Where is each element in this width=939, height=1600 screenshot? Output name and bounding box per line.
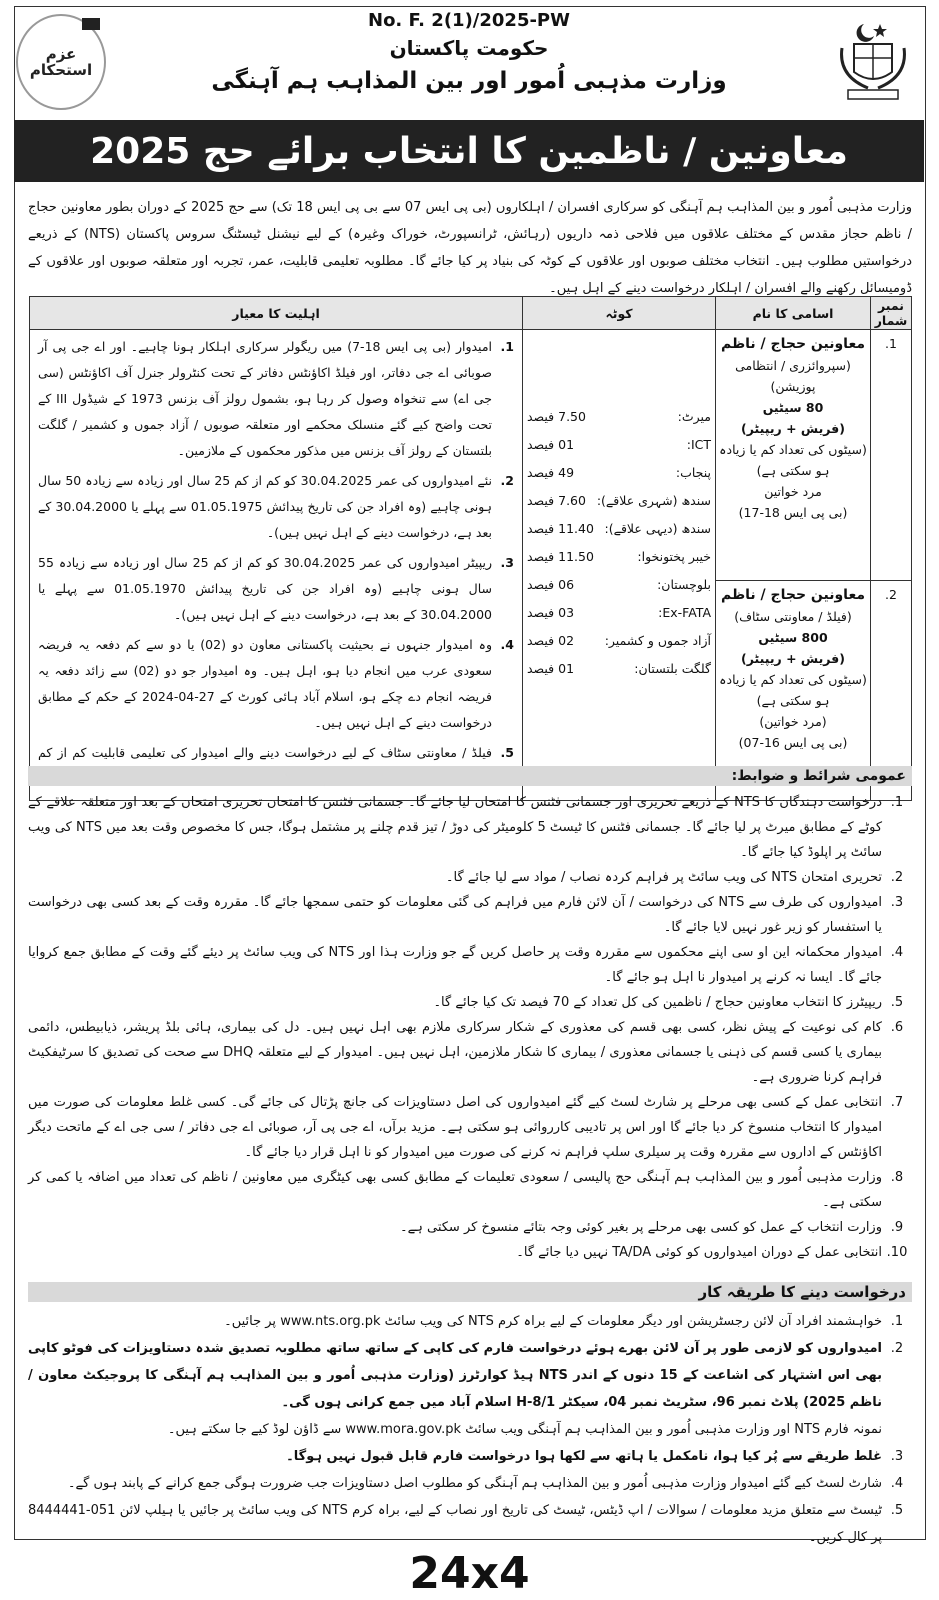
quota-row: گلگت بلتستان: 01 فیصد <box>527 660 711 676</box>
govt-title: حکومت پاکستان <box>389 36 549 60</box>
criteria-item: 1. امیدوار (بی پی ایس 18-7) میں ریگولر سرکاری اہلکار ہونا چاہیے۔ اور اے جی پی آر صوبائی اے جی دفاتر، اور فیلڈ اکاؤنٹس دفاتر کے تحت کنٹرولر جنرل آف اکاؤنٹس (سی جی اے) سے تنخواہ وصول کر رہا ہو، بشمول رولز آف بزنس 1973 کے شیڈول III کے تحت واضح کیے گئے منسلک محکمے اور متعلقہ صوبوں / آزاد جموں و کشمیر / گلگت بلتستان کے رولز آف بزنس میں مذکور محکموں کے ملازمین۔ <box>38 339 514 458</box>
state-emblem-icon <box>834 18 912 104</box>
list-item: 5. ریپیٹرز کا انتخاب معاونین حجاج / ناظمین کی کل تعداد کے 70 فیصد تک کیا جائے گا۔ <box>433 995 904 1010</box>
criteria-item: 3. ریپیٹر امیدواروں کی عمر 30.04.2025 کو کم از کم 25 سال اور زیادہ سے زیادہ 55 سال ہونی چاہیے (وہ افراد جن کی تاریخ پیدائش 01.05.1970 سے پہلے یا 30.04.2000 کے بعد ہے، درخواست دینے کے اہل نہیں ہیں)۔ <box>38 555 514 622</box>
table-header-row <box>30 297 912 330</box>
quota-row: پنجاب: 49 فیصد <box>527 464 711 480</box>
ministry-title: وزارت مذہبی اُمور اور بین المذاہب ہم آہنگی <box>211 68 727 94</box>
post-line: (مرد خواتین) <box>759 714 827 730</box>
post-line: (سپروائزری / انتظامی پوزیشن) <box>735 358 851 394</box>
quota-row: ICT: 01 فیصد <box>527 436 711 452</box>
post-title: معاونین حجاج / ناظم <box>720 587 866 604</box>
criteria-item: 2. نئے امیدواروں کی عمر 30.04.2025 کو کم از کم 25 سال اور زیادہ سے زیادہ 50 سال ہونی چاہیے (وہ افراد جن کی تاریخ پیدائش 01.05.1975 سے پہلے یا 30.04.2000 کے بعد ہے، درخواست دینے کے اہل نہیں ہیں)۔ <box>38 473 514 540</box>
title-banner: معاونین / ناظمین کا انتخاب برائے حج 2025 <box>14 120 924 182</box>
list-item: 8. وزارت مذہبی اُمور و بین المذاہب ہم آہنگی حج پالیسی / سعودی تعلیمات کے مطابق کسی بھی کیٹگری میں معاونین / ناظم کی تعداد میں اضافہ یا کمی کر سکتی ہے۔ <box>28 1170 904 1210</box>
list-item: 1. خواہشمند افراد آن لائن رجسٹریشن اور دیگر معلومات کے لیے براہ کرم NTS کی ویب سائٹ www.nts.org.pk پر جائیں۔ <box>224 1314 904 1329</box>
logo-text-2: استحکام <box>29 61 93 79</box>
criteria-cell <box>30 330 523 801</box>
quota-row: سندھ (شہری علاقے): 7.60 فیصد <box>527 492 711 508</box>
header-criteria: اہلیت کا معیار <box>30 297 523 330</box>
list-item: 7. انتخابی عمل کے کسی بھی مرحلے پر شارٹ لسٹ کیے گئے امیدواروں کی اصل دستاویزات کی جانچ پڑتال کی جائے گی۔ کسی غلط معلومات کی صورت میں امیدوار کا انتخاب منسوخ کر دیا جائے گا اور اس پر تادیبی کارروائی ہو سکتی ہے۔ مزید برآں، اے جی پی آر، صوبائی اے جی دفاتر / سی جی اے کے ماتحت دیگر اکاؤنٹس کے اداروں سے مقررہ وقت پر سیلری سلپ فراہم نہ کرنے کی صورت میں امیدوار کو نا اہل قرار دیا جائے گا۔ <box>28 1095 904 1160</box>
apply-heading: درخواست دینے کا طریقہ کار <box>28 1282 912 1302</box>
post-line: (سیٹوں کی تعداد کم یا زیادہ ہو سکتی ہے) <box>719 672 867 709</box>
post-line: (بی پی ایس 16-07) <box>738 735 848 751</box>
quota-cell <box>523 330 716 801</box>
post-seats: 80 سیٹیں <box>762 400 824 415</box>
header <box>14 6 924 121</box>
reference-number: No. F. 2(1)/2025-PW <box>368 10 570 31</box>
list-item: 6. کام کی نوعیت کے پیش نظر، کسی بھی قسم کی معذوری کے شکار سرکاری ملازم بھی اہل نہیں ہیں۔ دل کی بیماری، ہائی بلڈ پریشر، ذیابیطس، دائمی بیماری یا کسی قسم کی ذہنی یا جسمانی معذوری / بیماری کا شکار ملازمین، اہل نہیں ہیں۔ امیدوار کے لیے متعلقہ DHQ سے صحت کی تصدیق کا سرٹیفکیٹ فراہم کرنا ضروری ہے۔ <box>28 1020 904 1085</box>
quota-row: آزاد جموں و کشمیر: 02 فیصد <box>527 632 711 648</box>
list-item: 1. درخواست دہندگان کا NTS کے ذریعے تحریری اور جسمانی فٹنس کا امتحان لیا جائے گا۔ جسمانی فٹنس کا امتحان تحریری امتحان کے بعد اور متعلقہ علاقے کے کوٹے کے مطابق میرٹ پر لیا جائے گا۔ جسمانی فٹنس کا ٹیسٹ 5 کلومیٹر کی دوڑ / تیز قدم چلنے پر مشتمل ہوگا، جس کا مخصوص وقت بعد میں NTS کی ویب سائٹ پر اپلوڈ کیا جائے گا۔ <box>28 795 904 860</box>
ad-size-label: 24x4 <box>409 1548 530 1599</box>
post-line: (سیٹوں کی تعداد کم یا زیادہ ہو سکتی ہے) <box>719 442 867 478</box>
post-line: (فیلڈ / معاونتی سٹاف) <box>734 609 852 625</box>
list-item: 2. امیدواروں کو لازمی طور پر آن لائن بھرے ہوئے درخواست فارم کی کاپی کے ساتھ ساتھ مطلوبہ تصدیق شدہ دستاویزات کی فوٹو کاپی بھی اس اشتہار کی اشاعت کے 15 دنوں کے اندر NTS ہیڈ کوارٹرز (وزارت مذہبی اُمور و بین المذاہب ہم آہنگی کا پروجیکٹ معاون / ناظم 2025) پلاٹ نمبر 96، سٹریٹ نمبر 04، سیکٹر H-8/1 اسلام آباد میں جمع کرانی ہوں گی۔ <box>28 1341 904 1410</box>
list-item: 5. ٹیسٹ سے متعلق مزید معلومات / سوالات / اپ ڈیٹس، ٹیسٹ کی تاریخ اور نصاب کے لیے، براہ کرم NTS کی ویب سائٹ پر جائیں یا ہیلپ لائن 051-8444441 پر کال کریں۔ <box>28 1503 904 1545</box>
list-item: 9. وزارت انتخاب کے عمل کو کسی بھی مرحلے پر بغیر کوئی وجہ بتائے منسوخ کر سکتی ہے۔ <box>400 1220 904 1235</box>
post-line: (فریش + ریپیٹر) <box>741 421 845 436</box>
terms-list <box>28 790 912 1265</box>
list-item: نمونہ فارم NTS اور وزارت مذہبی اُمور و بین المذاہب ہم آہنگی ویب سائٹ www.mora.gov.pk سے ڈاؤن لوڈ کیے جا سکتے ہیں۔ <box>167 1422 882 1437</box>
post-line: (فریش + ریپیٹر) <box>741 651 845 667</box>
criteria-item: 5. فیلڈ / معاونتی سٹاف کے لیے درخواست دینے والے امیدوار کی تعلیمی قابلیت کم از کم <box>38 745 514 760</box>
posts-table <box>29 296 912 801</box>
intro-paragraph: وزارت مذہبی اُمور و بین المذاہب ہم آہنگی کو سرکاری افسران / اہلکاروں (بی پی ایس 07 سے بی پی ایس 18 تک) سے حج 2025 کے دوران بطور معاونین حجاج / ناظم حجاز مقدس کے مختلف علاقوں میں فلاحی ذمہ داریوں (رہائش، ٹرانسپورٹ، خوراک وغیرہ) کے لیے نیشنل ٹیسٹنگ سروس پاکستان (NTS) کے ذریعے درخواستیں مطلوب ہیں۔ انتخاب مختلف صوبوں اور علاقوں کے کوٹہ کی بنیاد پر کیا جائے گا۔ مطلوبہ تعلیمی قابلیت، عمر، تجربہ اور متعلقہ صوبوں اور علاقوں کے ڈومیسائل رکھنے والے افسران / اہلکار درخواست دینے کے اہل ہیں۔ <box>28 200 913 296</box>
post-line: (بی پی ایس 18-17) <box>738 505 848 520</box>
post-line: مرد خواتین <box>764 484 822 499</box>
table-row <box>30 330 912 581</box>
list-item: 4. امیدوار محکمانہ این او سی اپنے محکموں سے مقررہ وقت پر حاصل کریں گے جو وزارت ہذا اور NTS کی ویب سائٹ پر دیئے گئے وقت کے مطابق جمع کروایا جائے گا۔ ایسا نہ کرنے پر امیدوار نا اہل ہو جائے گا۔ <box>28 945 904 985</box>
quota-row: Ex-FATA: 03 فیصد <box>527 604 711 620</box>
header-post: اسامی کا نام <box>716 297 871 330</box>
header-quota: کوٹہ <box>523 297 716 330</box>
logo-text-1: عزم <box>45 45 77 63</box>
header-serial: نمبر شمار <box>871 297 912 330</box>
apply-list <box>28 1308 912 1551</box>
list-item: 10. انتخابی عمل کے دوران امیدواروں کو کوئی TA/DA نہیں دیا جائے گا۔ <box>516 1245 908 1260</box>
list-item: 3. غلط طریقے سے پُر کیا ہوا، نامکمل یا ہاتھ سے لکھا ہوا درخواست فارم قابل قبول نہیں ہوگا۔ <box>286 1449 904 1464</box>
list-item: 4. شارٹ لسٹ کیے گئے امیدوار وزارت مذہبی اُمور و بین المذاہب ہم آہنگی کو مطلوب اصل دستاویزات جب ضرورت ہوگی جمع کرانے کے پابند ہوں گے۔ <box>67 1476 904 1491</box>
row-2-number: 2. <box>871 581 912 801</box>
terms-heading: عمومی شرائط و ضوابط: <box>28 766 912 786</box>
list-item: 2. تحریری امتحان NTS کی ویب سائٹ پر فراہم کردہ نصاب / مواد سے لیا جائے گا۔ <box>445 870 904 885</box>
quota-row: بلوچستان: 06 فیصد <box>527 576 711 592</box>
quota-row: خیبر پختونخوا: 11.50 فیصد <box>527 548 711 564</box>
row-1-post <box>716 330 871 581</box>
post-seats: 800 سیٹیں <box>758 630 828 646</box>
quota-row: سندھ (دیہی علاقے): 11.40 فیصد <box>527 520 711 536</box>
post-title: معاونین حجاج / ناظم <box>720 336 866 352</box>
criteria-item: 4. وہ امیدوار جنہوں نے بحیثیت پاکستانی معاون دو (02) یا دو سے کم دفعہ یہ فریضہ سعودی عرب میں انجام دیا ہو، اہل ہیں۔ وہ امیدوار جو دو (02) سے زائد دفعہ یہ فریضہ انجام دے چکے ہو، اسلام آباد ہائی کورٹ کے 27-04-2024 کے حکم کے مطابق درخواست دینے کے اہل نہیں ہیں۔ <box>38 637 514 730</box>
quota-row: میرٹ: 7.50 فیصد <box>527 408 711 424</box>
list-item: 3. امیدواروں کی طرف سے NTS کی درخواست / آن لائن فارم میں فراہم کی گئی معلومات کو حتمی سمجھا جائے گا۔ مقررہ وقت کے بعد کسی بھی درخواست یا استفسار کو زیر غور نہیں لایا جائے گا۔ <box>28 895 904 935</box>
row-1-number: 1. <box>871 330 912 581</box>
